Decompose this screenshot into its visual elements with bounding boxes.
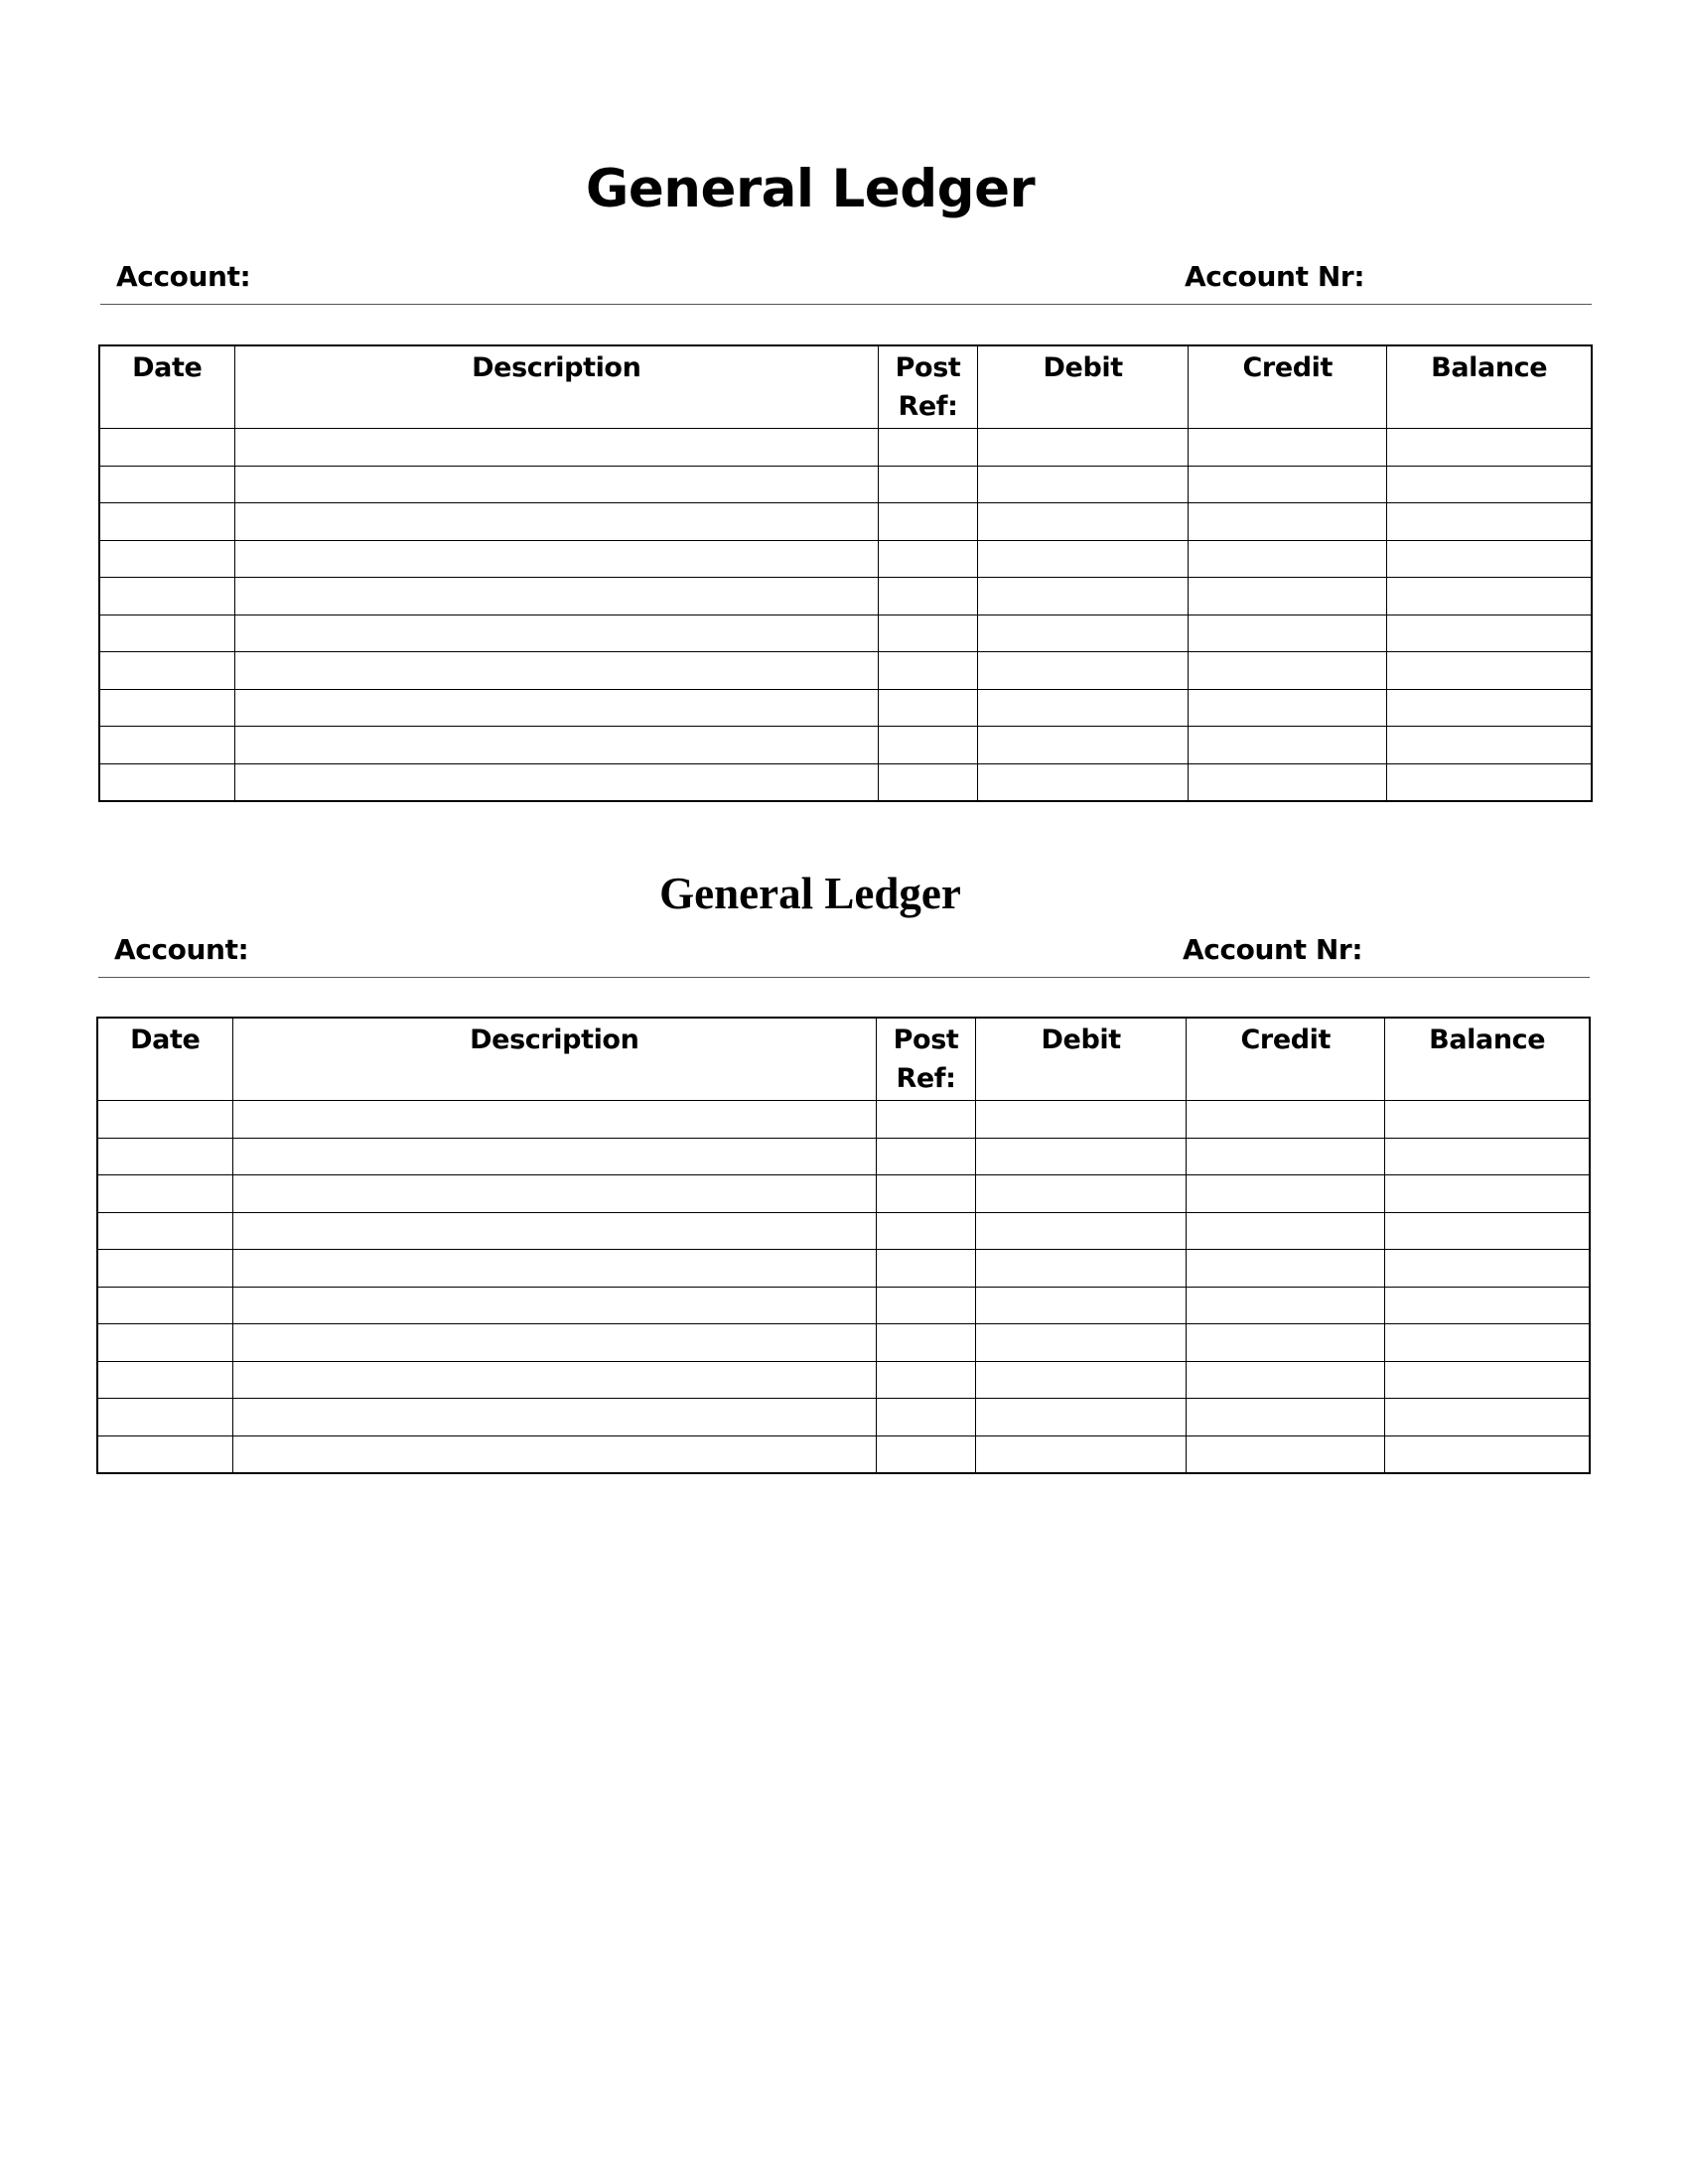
cell-debit[interactable] [978, 503, 1189, 541]
ledger-table [96, 1017, 1591, 1474]
cell-credit[interactable] [1189, 578, 1387, 615]
table-row [99, 614, 1592, 652]
table-row [99, 429, 1592, 467]
ledger-title: General Ledger [585, 159, 1036, 219]
table-row [99, 763, 1592, 801]
table-row [97, 1101, 1590, 1139]
ledger-body [97, 1101, 1590, 1474]
account-nr-label: Account Nr: [1183, 933, 1363, 966]
cell-date[interactable] [97, 1287, 232, 1324]
table-row [97, 1399, 1590, 1436]
cell-date[interactable] [97, 1212, 232, 1250]
cell-post-ref[interactable] [877, 1175, 976, 1213]
cell-description[interactable] [234, 540, 878, 578]
column-header-date: Date [99, 345, 234, 429]
cell-debit[interactable] [978, 540, 1189, 578]
cell-balance[interactable] [1385, 1399, 1590, 1436]
cell-description[interactable] [232, 1435, 876, 1473]
cell-credit[interactable] [1189, 614, 1387, 652]
cell-credit[interactable] [1189, 503, 1387, 541]
cell-post-ref[interactable] [877, 1361, 976, 1399]
account-label: Account: [114, 933, 249, 966]
cell-balance[interactable] [1387, 466, 1592, 503]
cell-credit[interactable] [1189, 689, 1387, 727]
cell-description[interactable] [232, 1287, 876, 1324]
column-header-description: Description [234, 345, 878, 429]
cell-date[interactable] [99, 578, 234, 615]
table-row [97, 1287, 1590, 1324]
cell-date[interactable] [99, 652, 234, 690]
cell-credit[interactable] [1189, 466, 1387, 503]
cell-debit[interactable] [976, 1324, 1187, 1362]
cell-debit[interactable] [976, 1435, 1187, 1473]
cell-description[interactable] [234, 763, 878, 801]
cell-balance[interactable] [1387, 540, 1592, 578]
cell-debit[interactable] [976, 1361, 1187, 1399]
table-row [97, 1361, 1590, 1399]
table-row [99, 466, 1592, 503]
cell-description[interactable] [234, 727, 878, 764]
cell-balance[interactable] [1387, 763, 1592, 801]
cell-post-ref[interactable] [877, 1250, 976, 1288]
cell-post-ref[interactable] [877, 1435, 976, 1473]
cell-debit[interactable] [978, 578, 1189, 615]
table-row [97, 1212, 1590, 1250]
cell-debit[interactable] [976, 1399, 1187, 1436]
cell-credit[interactable] [1187, 1212, 1385, 1250]
column-header-credit: Credit [1189, 345, 1387, 429]
cell-balance[interactable] [1385, 1250, 1590, 1288]
cell-date[interactable] [99, 540, 234, 578]
cell-post-ref[interactable] [879, 578, 978, 615]
ledger-body [99, 429, 1592, 802]
cell-description[interactable] [234, 614, 878, 652]
cell-balance[interactable] [1387, 689, 1592, 727]
column-header-balance: Balance [1385, 1018, 1590, 1101]
cell-balance[interactable] [1385, 1324, 1590, 1362]
cell-description[interactable] [232, 1138, 876, 1175]
cell-description[interactable] [234, 578, 878, 615]
cell-post-ref[interactable] [879, 689, 978, 727]
cell-post-ref[interactable] [877, 1212, 976, 1250]
cell-date[interactable] [97, 1361, 232, 1399]
cell-debit[interactable] [978, 763, 1189, 801]
cell-post-ref[interactable] [877, 1399, 976, 1436]
cell-credit[interactable] [1187, 1250, 1385, 1288]
account-row [98, 933, 1590, 978]
cell-description[interactable] [234, 466, 878, 503]
column-header-date: Date [97, 1018, 232, 1101]
cell-date[interactable] [99, 503, 234, 541]
table-row [99, 652, 1592, 690]
cell-date[interactable] [99, 763, 234, 801]
cell-credit[interactable] [1187, 1361, 1385, 1399]
cell-description[interactable] [234, 429, 878, 467]
ledger-table [98, 344, 1593, 802]
table-row [99, 689, 1592, 727]
column-header-description: Description [232, 1018, 876, 1101]
cell-description[interactable] [234, 689, 878, 727]
cell-debit[interactable] [978, 614, 1189, 652]
cell-debit[interactable] [978, 689, 1189, 727]
cell-post-ref[interactable] [877, 1138, 976, 1175]
cell-date[interactable] [99, 429, 234, 467]
cell-credit[interactable] [1187, 1175, 1385, 1213]
cell-credit[interactable] [1189, 763, 1387, 801]
cell-date[interactable] [97, 1138, 232, 1175]
cell-date[interactable] [97, 1101, 232, 1139]
cell-credit[interactable] [1187, 1435, 1385, 1473]
column-header-post-ref: Post Ref: [877, 1018, 976, 1101]
table-row [99, 540, 1592, 578]
cell-post-ref[interactable] [877, 1287, 976, 1324]
cell-description[interactable] [232, 1101, 876, 1139]
cell-balance[interactable] [1387, 727, 1592, 764]
table-row [97, 1435, 1590, 1473]
table-header-row [99, 345, 1592, 429]
cell-post-ref[interactable] [879, 540, 978, 578]
cell-date[interactable] [97, 1250, 232, 1288]
cell-description[interactable] [232, 1399, 876, 1436]
table-row [97, 1324, 1590, 1362]
cell-credit[interactable] [1189, 540, 1387, 578]
table-row [99, 503, 1592, 541]
cell-balance[interactable] [1387, 578, 1592, 615]
cell-credit[interactable] [1189, 652, 1387, 690]
cell-post-ref[interactable] [879, 429, 978, 467]
cell-balance[interactable] [1385, 1435, 1590, 1473]
cell-date[interactable] [99, 614, 234, 652]
cell-debit[interactable] [976, 1101, 1187, 1139]
cell-debit[interactable] [976, 1212, 1187, 1250]
column-header-post-ref: Post Ref: [879, 345, 978, 429]
cell-description[interactable] [232, 1324, 876, 1362]
cell-post-ref[interactable] [879, 503, 978, 541]
cell-credit[interactable] [1187, 1101, 1385, 1139]
cell-debit[interactable] [978, 727, 1189, 764]
column-header-credit: Credit [1187, 1018, 1385, 1101]
cell-credit[interactable] [1189, 727, 1387, 764]
cell-credit[interactable] [1187, 1287, 1385, 1324]
cell-description[interactable] [232, 1361, 876, 1399]
cell-credit[interactable] [1189, 429, 1387, 467]
cell-post-ref[interactable] [877, 1101, 976, 1139]
cell-post-ref[interactable] [877, 1324, 976, 1362]
cell-balance[interactable] [1387, 503, 1592, 541]
ledger-title: General Ledger [659, 869, 961, 918]
cell-balance[interactable] [1385, 1101, 1590, 1139]
cell-debit[interactable] [976, 1250, 1187, 1288]
cell-description[interactable] [232, 1175, 876, 1213]
cell-date[interactable] [99, 689, 234, 727]
column-header-debit: Debit [976, 1018, 1187, 1101]
cell-post-ref[interactable] [879, 652, 978, 690]
cell-debit[interactable] [978, 466, 1189, 503]
cell-post-ref[interactable] [879, 466, 978, 503]
column-header-debit: Debit [978, 345, 1189, 429]
account-label: Account: [116, 260, 251, 293]
table-header-row [97, 1018, 1590, 1101]
cell-post-ref[interactable] [879, 763, 978, 801]
cell-debit[interactable] [976, 1287, 1187, 1324]
table-row [97, 1250, 1590, 1288]
cell-date[interactable] [99, 466, 234, 503]
account-nr-label: Account Nr: [1185, 260, 1365, 293]
cell-balance[interactable] [1385, 1361, 1590, 1399]
cell-post-ref[interactable] [879, 727, 978, 764]
account-row [100, 260, 1592, 305]
cell-balance[interactable] [1387, 652, 1592, 690]
cell-description[interactable] [234, 652, 878, 690]
cell-balance[interactable] [1385, 1138, 1590, 1175]
cell-balance[interactable] [1387, 429, 1592, 467]
table-row [97, 1175, 1590, 1213]
cell-balance[interactable] [1385, 1175, 1590, 1213]
cell-description[interactable] [232, 1212, 876, 1250]
cell-post-ref[interactable] [879, 614, 978, 652]
cell-balance[interactable] [1385, 1287, 1590, 1324]
cell-date[interactable] [99, 727, 234, 764]
cell-balance[interactable] [1387, 614, 1592, 652]
cell-credit[interactable] [1187, 1399, 1385, 1436]
cell-date[interactable] [97, 1399, 232, 1436]
cell-debit[interactable] [978, 652, 1189, 690]
cell-balance[interactable] [1385, 1212, 1590, 1250]
cell-credit[interactable] [1187, 1138, 1385, 1175]
cell-description[interactable] [234, 503, 878, 541]
cell-credit[interactable] [1187, 1324, 1385, 1362]
cell-date[interactable] [97, 1175, 232, 1213]
cell-description[interactable] [232, 1250, 876, 1288]
cell-date[interactable] [97, 1435, 232, 1473]
cell-debit[interactable] [978, 429, 1189, 467]
table-row [99, 727, 1592, 764]
column-header-balance: Balance [1387, 345, 1592, 429]
table-row [97, 1138, 1590, 1175]
table-row [99, 578, 1592, 615]
cell-debit[interactable] [976, 1175, 1187, 1213]
cell-date[interactable] [97, 1324, 232, 1362]
cell-debit[interactable] [976, 1138, 1187, 1175]
